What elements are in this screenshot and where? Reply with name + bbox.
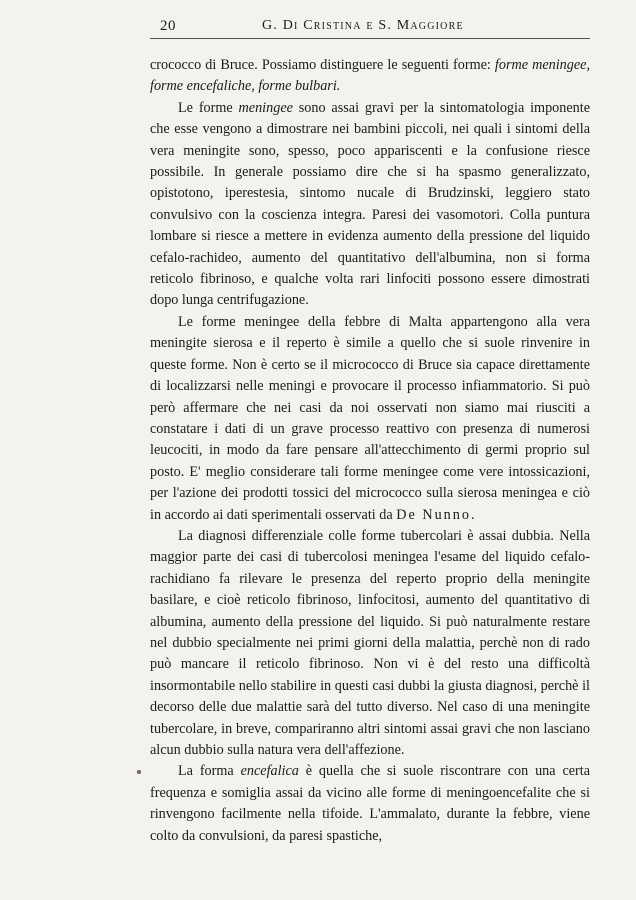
italic-text: forme meningee, forme encefaliche, forme bulbari. xyxy=(150,57,590,95)
paragraph-text: . xyxy=(470,506,475,523)
paragraph-text: La diagnosi differenziale colle forme tubercolari è assai dubbia. Nella maggior parte dei casi di tubercolosi meningea l'esame del liquido cefalo-rachidiano fa rilevare le presenza del reperto proprio della meningite basilare, e cioè reticolo fibrinoso, linfocitosi, aumento del quantitativo di albumina, aumento della pressione del liquido. Si può naturalmente restare nel dubbio specialmente nei primi giorni della malattia, perchè non di rado può mancare il reticolo fibrinoso. Non vi è del resto una difficoltà insormontabile nello stabilire in questi casi dubbi la giusta diagnosi, perchè il decorso delle due malattie sarà del tutto diverso. Nel caso di una meningite tubercolare, in breve, compariranno altri sintomi assai gravi che non lasciano alcun dubbio sulla natura vera dell'affezione. xyxy=(150,527,590,758)
paragraph-3 xyxy=(150,312,590,526)
ink-speck xyxy=(137,770,141,774)
paragraph-text: Le forme xyxy=(178,99,239,116)
paragraph-1 xyxy=(150,55,590,98)
paragraph-text: sono assai gravi per la sintomatologia imponente che esse vengono a dimostrare nei bambini piccoli, nei quali i sintomi della vera meningite sono, spesso, poco appariscenti e la confusione riesce possibile. In generale possiamo dire che si ha spasmo generalizzato, opistotono, iperestesia, sintomo nucale di Brudzinski, leggiero stato convulsivo con la coscienza integra. Paresi dei vasomotori. Colla puntura lombare si riesce a mettere in evidenza aumento della pressione del liquido cefalo-rachideo, aumento del quantitativo dell'albumina, non si forma reticolo fibrinoso, e qualche volta rari linfociti possono essere dimostrati dopo lunga centrifugazione. xyxy=(150,99,590,309)
paragraph-text: crococco di Bruce. Possiamo distinguere le seguenti forme: xyxy=(150,57,495,73)
body-text xyxy=(150,55,590,847)
page-header xyxy=(150,18,592,38)
author-name: De Nunno xyxy=(396,506,471,523)
paragraph-text: Le forme meningee della febbre di Malta appartengono alla vera meningite sierosa e il reperto è simile a quello che si suole rinvenire in queste forme. Non è certo se il micrococco di Bruce sia capace direttamente di localizzarsi nelle meningi e provocare il processo infiammatorio. Si può però affermare che nei casi da noi osservati non siamo mai riusciti a constatare i dati di un grave processo reattivo con presenza di numerosi leucociti, in modo da fare pensare all'attecchimento di germi proprio sul posto. E' meglio considerare tali forme meningee come vere intossicazioni, per l'azione dei prodotti tossici del micrococco sulla sierosa meningea e ciò in accordo ai dati sperimentali osservati da xyxy=(150,313,590,523)
page-number: 20 xyxy=(160,18,176,34)
italic-text: encefalica xyxy=(240,763,299,780)
paragraph-text: è quella che si suole riscontrare con una certa frequenza e somiglia assai da vicino alle forme di meningoencefalite che si rinvengono facilmente nella tifoide. L'ammalato, durante la febbre, viene colto da convulsioni, da paresi spastiche, xyxy=(150,763,590,844)
running-head: G. Di Cristina e S. Maggiore xyxy=(262,18,464,33)
italic-text: meningee xyxy=(238,99,293,116)
header-rule xyxy=(150,38,590,39)
paragraph-5 xyxy=(150,761,590,847)
paragraph-text: La forma xyxy=(178,763,241,780)
paragraph-2 xyxy=(150,98,590,312)
paragraph-4 xyxy=(150,526,590,761)
